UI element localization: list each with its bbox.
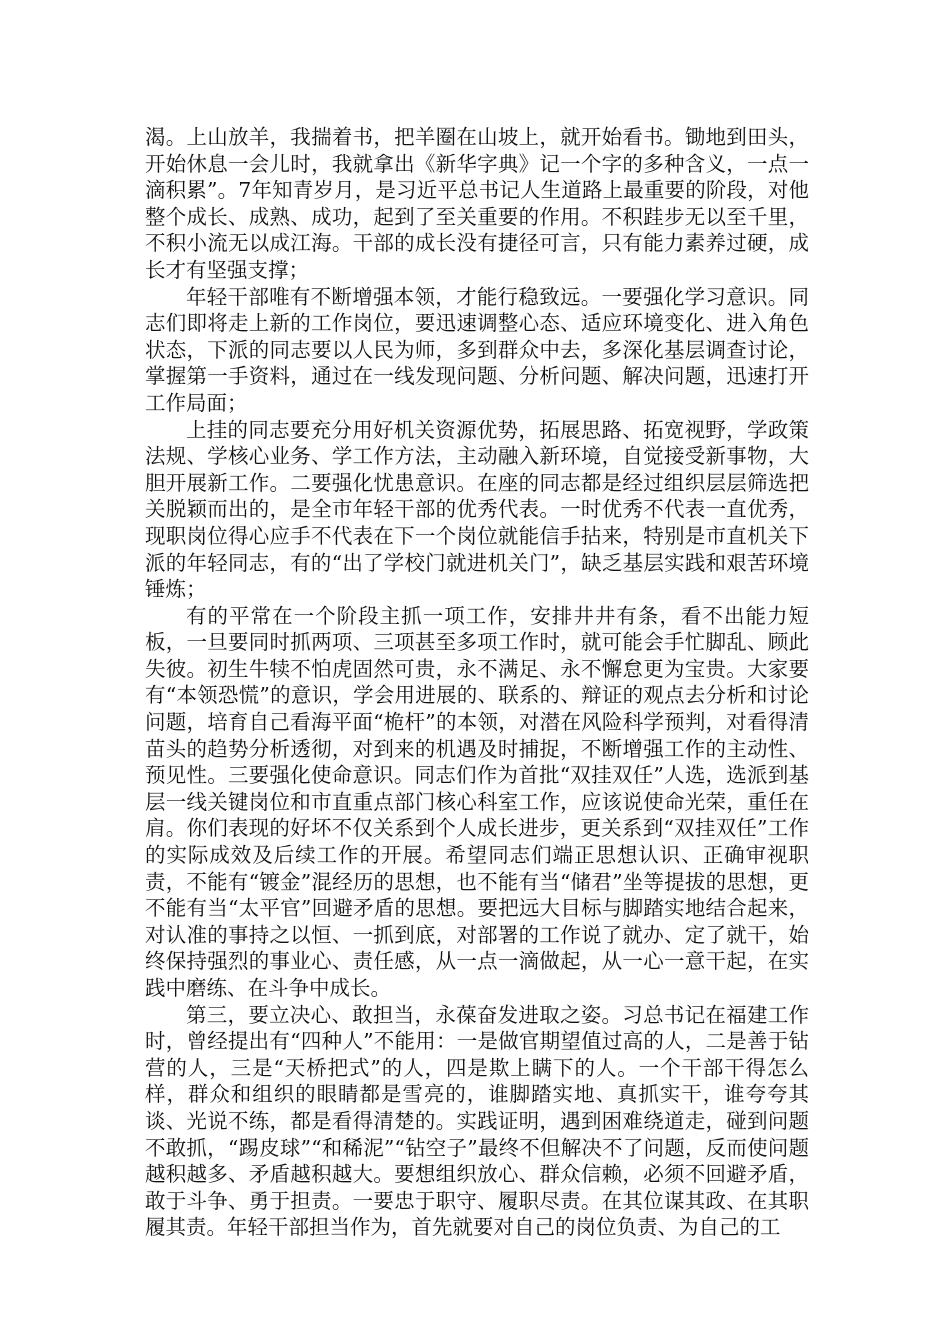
paragraph-1: 渴。上山放羊，我揣着书，把羊圈在山坡上，就开始看书。锄地到田头，开始休息一会儿时，我就拿出《新华字典》记一个字的多种含义，一点一滴积累”。7年知青岁月，是习近平总书记人生道路上最重要的阶段，对他整个成长、成熟、成功，起到了至关重要的作用。不积跬步无以至千里，不积小流无以成江海。干部的成长没有捷径可言，只有能力素养过硬，成长才有坚强支撑；: [145, 125, 809, 282]
paragraph-4: 有的平常在一个阶段主抓一项工作，安排井井有条，看不出能力短板，一旦要同时抓两项、三项甚至多项工作时，就可能会手忙脚乱、顾此失彼。初生牛犊不怕虎固然可贵，永不满足、永不懈怠更为宝贵。大家要有“本领恐慌”的意识，学会用进展的、联系的、辩证的观点去分析和讨论问题，培育自己看海平面“桅杆”的本领，对潜在风险科学预判，对看得清苗头的趋势分析透彻，对到来的机遇及时捕捉，不断增强工作的主动性、预见性。三要强化使命意识。同志们作为首批“双挂双任”人选，选派到基层一线关键岗位和市直重点部门核心科室工作，应该说使命光荣，重任在肩。你们表现的好坏不仅关系到个人成长进步，更关系到“双挂双任”工作的实际成效及后续工作的开展。希望同志们端正思想认识、正确审视职责，不能有“镀金”混经历的思想，也不能有当“储君”坐等提拔的思想，更不能有当“太平官”回避矛盾的思想。要把远大目标与脚踏实地结合起来，对认准的事持之以恒、一抓到底，对部署的工作说了就办、定了就干，始终保持强烈的事业心、责任感，从一点一滴做起，从一心一意干起，在实践中磨练、在斗争中成长。: [145, 603, 809, 1000]
paragraph-5: 第三，要立决心、敢担当，永葆奋发进取之姿。习总书记在福建工作时，曾经提出有“四种人”不能用：一是做官期望值过高的人，二是善于钻营的人，三是“天桥把式”的人，四是欺上瞒下的人。一个干部干得怎么样，群众和组织的眼睛都是雪亮的，谁脚踏实地、真抓实干，谁夸夸其谈、光说不练，都是看得清楚的。实践证明，遇到困难绕道走，碰到问题不敢抓，“踢皮球”“和稀泥”“钻空子”最终不但解决不了问题，反而使问题越积越多、矛盾越积越大。要想组织放心、群众信赖，必须不回避矛盾，敢于斗争、勇于担责。一要忠于职守、履职尽责。在其位谋其政、在其职履其责。年轻干部担当作为，首先就要对自己的岗位负责、为自己的工: [145, 1002, 809, 1240]
paragraph-3: 上挂的同志要充分用好机关资源优势，拓展思路、拓宽视野，学政策法规、学核心业务、学工作方法，主动融入新环境，自觉接受新事物，大胆开展新工作。二要强化忧患意识。在座的同志都是经过组织层层筛选把关脱颖而出的，是全市年轻干部的优秀代表。一时优秀不代表一直优秀，现职岗位得心应手不代表在下一个岗位就能信手拈来，特别是市直机关下派的年轻同志，有的“出了学校门就进机关门”，缺乏基层实践和艰苦环境锤炼；: [145, 417, 809, 602]
document-page: [145, 124, 809, 1241]
paragraph-2: 年轻干部唯有不断增强本领，才能行稳致远。一要强化学习意识。同志们即将走上新的工作岗位，要迅速调整心态、适应环境变化、进入角色状态，下派的同志要以人民为师，多到群众中去，多深化基层调查讨论，掌握第一手资料，通过在一线发现问题、分析问题、解决问题，迅速打开工作局面；: [145, 284, 809, 415]
